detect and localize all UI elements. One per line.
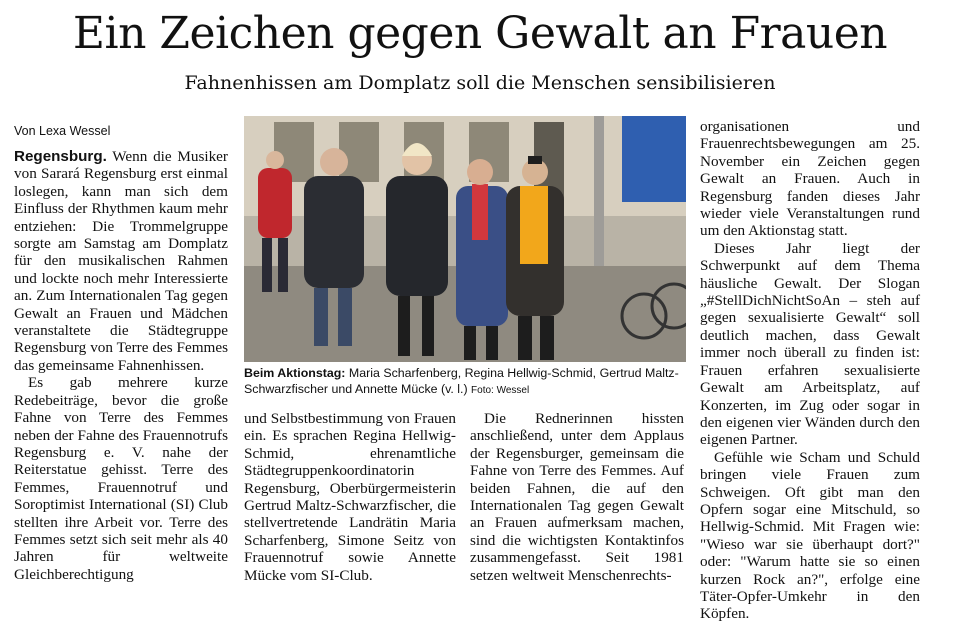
article-column-3 (470, 410, 684, 584)
photo-credit: Foto: Wessel (471, 384, 530, 396)
paragraph (14, 148, 228, 374)
article-column-4 (700, 118, 920, 623)
photo-caption (244, 366, 686, 398)
article-column-1 (14, 148, 228, 583)
paragraph: Die Rednerinnen hissten anschließend, unter dem Applaus der Regensburger, gemeinsam die Fahne von Terre des Femmes. Auf beiden Fahnen, die auf den Internationalen Tag gegen Gewalt an Frauen aufmerksam machen, sind die wichtigsten Kontaktinfos zusammengefasst. Seit 1981 setzen weltweit Menschenrechts- (470, 410, 684, 584)
photo-illustration (244, 116, 686, 362)
paragraph: organisationen und Frauenrechtsbewegungen am 25. November ein Zeichen gegen Gewalt an Frauen. Auch in Regensburg fanden dieses Jahr wieder viele Veranstaltungen rund um den Aktionstag statt. (700, 118, 920, 240)
paragraph-text: Wenn die Musiker von Sarará Regensburg erst einmal loslegen, kann man sich dem Einfluss der Rhythmen kaum mehr entziehen: Die Trommelgruppe sorgte am Samstag am Domplatz für den musikalischen Rahmen und lockte noch mehr Interessierte an. Zum Internationalen Tag gegen Gewalt an Frauen und Mädchen veranstaltete die Städtegruppe Regensburg von Terre des Femmes das gemeinsame Fahnenhissen. (14, 148, 228, 374)
subheadline: Fahnenhissen am Domplatz soll die Menschen sensibilisieren (184, 72, 776, 94)
headline: Ein Zeichen gegen Gewalt an Frauen (72, 8, 888, 59)
article-column-2 (244, 410, 456, 584)
caption-lead: Beim Aktionstag: (244, 366, 346, 380)
article-photo (244, 116, 686, 362)
paragraph: Gefühle wie Scham und Schuld bringen viele Frauen zum Schweigen. Oft gibt man den Opfern sogar eine Mitschuld, so Hellwig-Schmid. Mit Fragen wie: "Wieso war sie überhaupt dort?" oder: "Warum hatte sie so einen kurzen Rock an?", erfolge eine Täter-Opfer-Umkehr in den Köpfen. (700, 448, 920, 623)
caption-text: Maria Scharfenberg, Regina Hellwig-Schmid, Gertrud Maltz-Schwarzfischer und Annette Mücke (v. l.) (244, 366, 679, 396)
kicker: Regensburg. (14, 148, 107, 165)
byline: Von Lexa Wessel (14, 124, 111, 138)
paragraph: Es gab mehrere kurze Redebeiträge, bevor die große Fahne von Terre des Femmes neben der Fahne des Frauennotrufs Regensburg e. V. nahe der Reiterstatue gehisst. Terre des Femmes, Frauennotruf und Soroptimist International (SI) Club stellten ihre Arbeit vor. Terre des Femmes setzt sich seit mehr als 40 Jahren für weltweite Gleichberechtigung (14, 374, 228, 583)
paragraph: und Selbstbestimmung von Frauen ein. Es sprachen Regina Hellwig-Schmid, ehrenamtliche Städtegruppenkoordinatorin Regensburg, Oberbürgermeisterin Gertrud Maltz-Schwarzfischer, die stellvertretende Landrätin Maria Scharfenberg, Simone Seitz von Frauennotruf sowie Annette Mücke vom SI-Club. (244, 410, 456, 584)
paragraph: Dieses Jahr liegt der Schwerpunkt auf dem Thema häusliche Gewalt. Der Slogan „#StellDichNichtSoAn – steh auf gegen sexualisierte Gewalt“ soll deutlich machen, dass Gewalt immer noch überall zu finden ist: Frauen erfahren sexualisierte Gewalt am Arbeitsplatz, auf Konzerten, im Zug oder sogar in den eigenen vier Wänden durch den eigenen Partner. (700, 239, 920, 449)
